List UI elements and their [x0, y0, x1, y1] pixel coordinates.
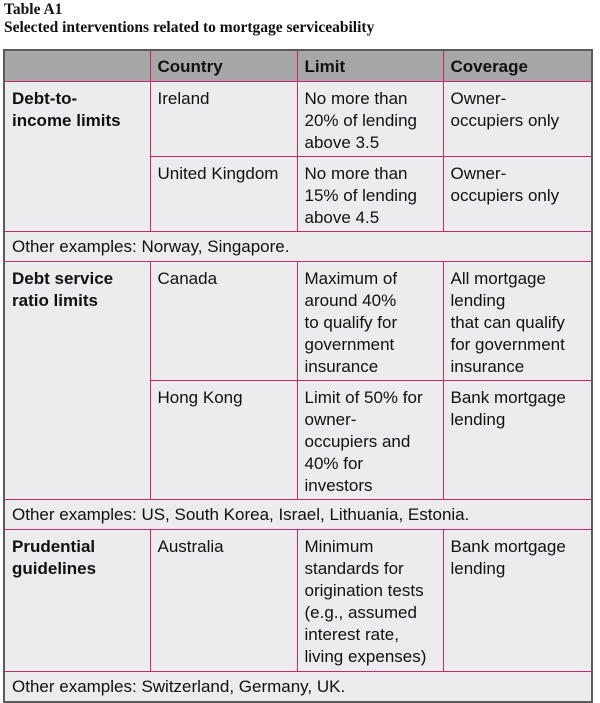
table-caption: [0, 0, 600, 47]
category-cell: Debt-to- income limits: [4, 81, 150, 231]
coverage-cell: All mortgage lending that can qualify for government insurance: [443, 261, 592, 380]
limit-cell: No more than 15% of lending above 4.5: [297, 156, 443, 231]
country-cell: Ireland: [150, 81, 297, 156]
coverage-cell: Bank mortgage lending: [443, 529, 592, 671]
table-row: [4, 529, 592, 671]
header-limit: Limit: [297, 50, 443, 81]
header-category: [4, 50, 150, 81]
limit-cell: No more than 20% of lending above 3.5: [297, 81, 443, 156]
limit-cell: Maximum of around 40% to qualify for government insurance: [297, 261, 443, 380]
country-cell: Hong Kong: [150, 380, 297, 499]
table-row: [4, 261, 592, 380]
table-row: [4, 81, 592, 156]
header-coverage: Coverage: [443, 50, 592, 81]
other-examples-cell: Other examples: Switzerland, Germany, UK.: [4, 671, 592, 702]
table-title: Selected interventions related to mortgage serviceability: [4, 19, 375, 36]
header-row: [4, 50, 592, 81]
interventions-table: [3, 49, 593, 703]
other-examples-cell: Other examples: US, South Korea, Israel, Lithuania, Estonia.: [4, 499, 592, 529]
country-cell: United Kingdom: [150, 156, 297, 231]
other-examples-row: [4, 231, 592, 261]
coverage-cell: Owner- occupiers only: [443, 81, 592, 156]
header-country: Country: [150, 50, 297, 81]
other-examples-cell: Other examples: Norway, Singapore.: [4, 231, 592, 261]
limit-cell: Limit of 50% for owner- occupiers and 40% for investors: [297, 380, 443, 499]
coverage-cell: Owner- occupiers only: [443, 156, 592, 231]
category-cell: Prudential guidelines: [4, 529, 150, 671]
limit-cell: Minimum standards for origination tests (e.g., assumed interest rate, living expenses): [297, 529, 443, 671]
coverage-cell: Bank mortgage lending: [443, 380, 592, 499]
other-examples-row: [4, 671, 592, 702]
table-label: Table A1: [4, 1, 63, 18]
country-cell: Australia: [150, 529, 297, 671]
country-cell: Canada: [150, 261, 297, 380]
category-cell: Debt service ratio limits: [4, 261, 150, 499]
other-examples-row: [4, 499, 592, 529]
